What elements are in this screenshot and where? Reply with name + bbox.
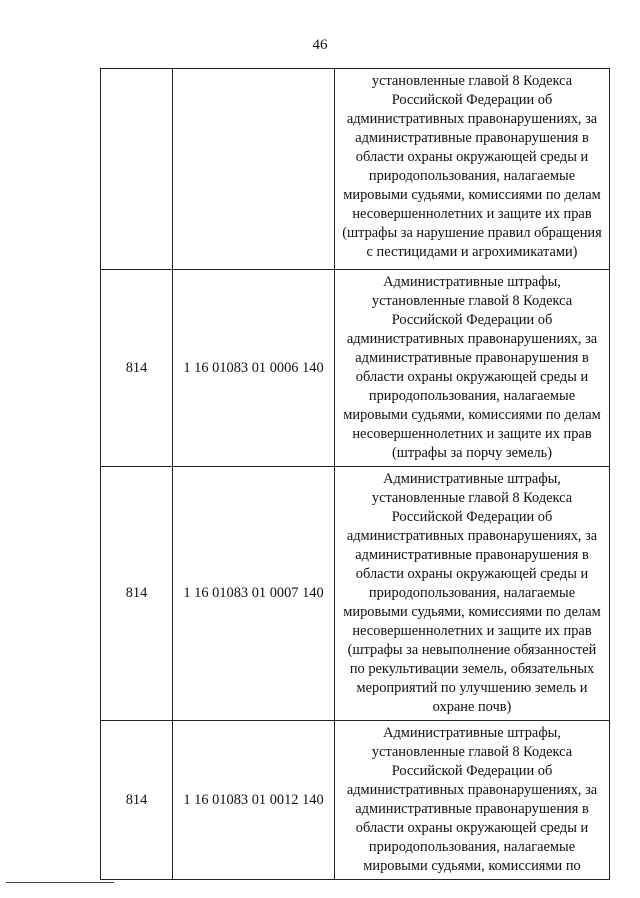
budget-codes-table: [100, 68, 610, 880]
page-number: 46: [312, 37, 328, 53]
description-text: Административные штрафы, установленные главой 8 Кодекса Российской Федерации об административных правонарушениях, за административные правонарушения в области охраны окружающей среды и природопользования, налагаемые мировыми судьями, комиссиями по делам несовершеннолетних и защите их прав (штрафы за невыполнение обязанностей по рекультивации земель, обязательных мероприятий по улучшению земель и охране почв): [343, 471, 601, 715]
admin-code-cell: 814: [101, 721, 173, 880]
table-row: [101, 467, 610, 721]
kbk-code-cell: 1 16 01083 01 0006 140: [173, 270, 335, 467]
admin-code-cell: [101, 69, 173, 270]
table-row: [101, 270, 610, 467]
description-cell: [335, 69, 610, 270]
description-text: Административные штрафы, установленные главой 8 Кодекса Российской Федерации об административных правонарушениях, за административные правонарушения в области охраны окружающей среды и природопользования, налагаемые мировыми судьями, комиссиями по: [346, 725, 598, 874]
table-row: [101, 721, 610, 880]
description-cell: [335, 721, 610, 880]
admin-code-cell: 814: [101, 270, 173, 467]
kbk-code-cell: 1 16 01083 01 0007 140: [173, 467, 335, 721]
description-cell: [335, 270, 610, 467]
kbk-code-cell: 1 16 01083 01 0012 140: [173, 721, 335, 880]
description-text: установленные главой 8 Кодекса Российской Федерации об административных правонарушениях, за административные правонарушения в области охраны окружающей среды и природопользования, налагаемые мировыми судьями, комиссиями по делам несовершеннолетних и защите их прав (штрафы за нарушение правил обращения с пестицидами и агрохимикатами): [342, 73, 602, 260]
table-row: [101, 69, 610, 270]
admin-code-cell: 814: [101, 467, 173, 721]
description-text: Административные штрафы, установленные главой 8 Кодекса Российской Федерации об административных правонарушениях, за административные правонарушения в области охраны окружающей среды и природопользования, налагаемые мировыми судьями, комиссиями по делам несовершеннолетних и защите их прав (штрафы за порчу земель): [343, 274, 601, 461]
description-cell: [335, 467, 610, 721]
footer-rule: [6, 882, 114, 883]
kbk-code-cell: [173, 69, 335, 270]
